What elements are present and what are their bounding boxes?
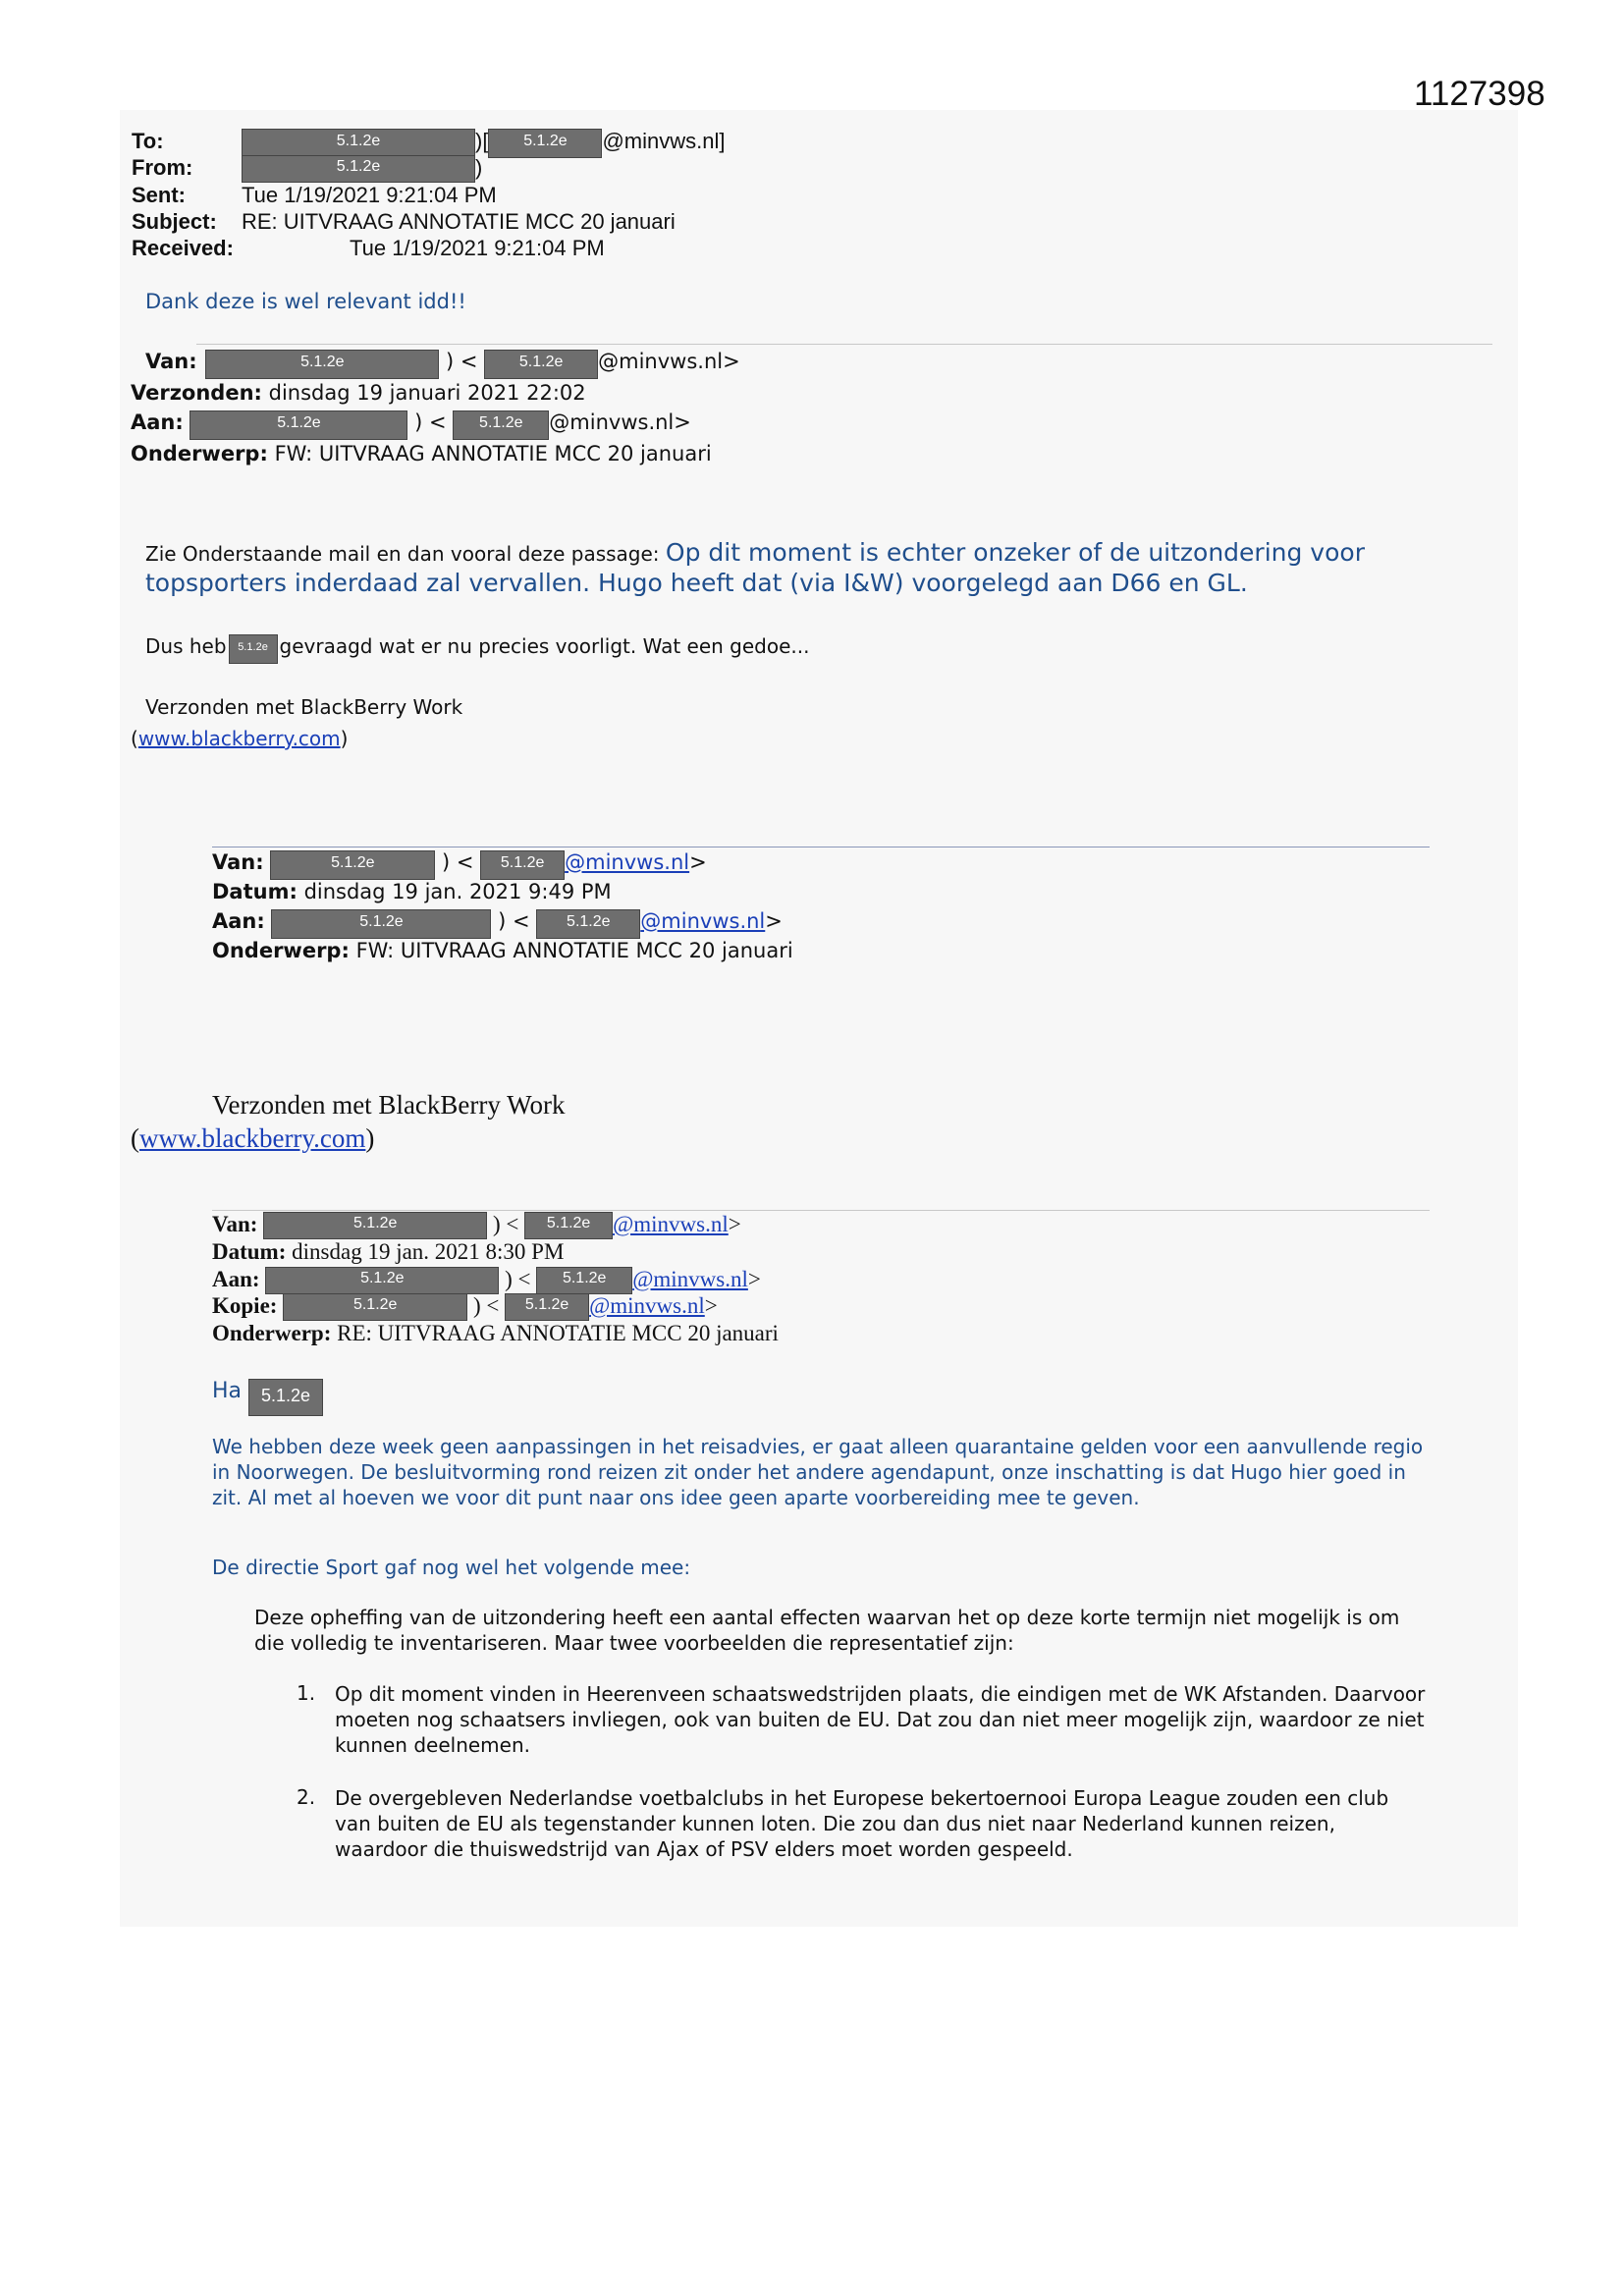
redaction-box: 5.1.2e xyxy=(189,410,407,440)
msg3-onderwerp-value: RE: UITVRAAG ANNOTATIE MCC 20 januari xyxy=(337,1321,779,1345)
redaction-box: 5.1.2e xyxy=(271,909,491,939)
msg1-onderwerp-row xyxy=(131,442,712,465)
redaction-box: 5.1.2e xyxy=(536,1267,632,1294)
msg2-onderwerp-value: FW: UITVRAAG ANNOTATIE MCC 20 januari xyxy=(355,939,793,962)
separator xyxy=(212,1210,1430,1211)
received-value: Tue 1/19/2021 9:21:04 PM xyxy=(350,236,605,260)
document-id: 1127398 xyxy=(1414,75,1545,113)
msg2-van-label: Van: xyxy=(212,850,264,874)
msg2-van-link[interactable]: @minvws.nl xyxy=(565,850,690,874)
paren-open: ( xyxy=(131,1123,139,1153)
msg3-aan-link[interactable]: @minvws.nl xyxy=(632,1267,748,1291)
to-suffix: @minvws.nl] xyxy=(602,129,726,153)
msg1-dus-post: gevraagd wat er nu precies voorligt. Wat een gedoe... xyxy=(279,634,810,658)
msg3-van-row: Van: 5.1.2e ) < 5.1.2e @minvws.nl> xyxy=(212,1212,741,1239)
header-subject-row xyxy=(132,209,676,235)
redaction-box: 5.1.2e xyxy=(505,1293,589,1321)
redaction-box: 5.1.2e xyxy=(265,1267,499,1294)
msg1-aan-row: Aan: 5.1.2e ) < 5.1.2e @minvws.nl> xyxy=(131,410,691,440)
list-number-1: 1. xyxy=(297,1681,316,1705)
header-sent-row xyxy=(132,183,497,208)
subject-label: Subject: xyxy=(132,209,217,234)
from-sep: ) xyxy=(475,155,483,180)
msg3-van-label: Van: xyxy=(212,1212,258,1236)
received-label: Received: xyxy=(132,236,234,260)
msg2-onderwerp-label: Onderwerp: xyxy=(212,939,350,962)
msg1-dus-pre: Dus heb xyxy=(145,634,227,658)
msg3-aan-row: Aan: 5.1.2e ) < 5.1.2e @minvws.nl> xyxy=(212,1267,761,1294)
redaction-box: 5.1.2e xyxy=(488,129,602,158)
msg2-signature: Verzonden met BlackBerry Work xyxy=(212,1090,566,1120)
msg2-datum-row xyxy=(212,880,612,903)
blackberry-link[interactable]: www.blackberry.com xyxy=(139,1123,366,1153)
redaction-box: 5.1.2e xyxy=(229,634,278,664)
msg1-verzonden-value: dinsdag 19 januari 2021 22:02 xyxy=(268,381,586,405)
msg3-datum-value: dinsdag 19 jan. 2021 8:30 PM xyxy=(292,1239,565,1264)
paren-open: ( xyxy=(131,727,138,750)
msg3-paragraph-1: We hebben deze week geen aanpassingen in het reisadvies, er gaat alleen quarantaine gelden voor een aanvullende regio in Noorwegen. De besluitvorming rond reizen zit onder het andere agendapunt, onze inschatting is dat Hugo hier goed in zit. Al met al hoeven we voor dit punt naar ons idee geen aparte voorbereiding mee te geven. xyxy=(212,1435,1424,1509)
redaction-box: 5.1.2e xyxy=(242,129,475,158)
msg1-quote-line2: topsporters inderdaad zal vervallen. Hugo heeft dat (via I&W) voorgelegd aan D66 en GL. xyxy=(145,569,1248,597)
msg1-aan-suffix: @minvws.nl> xyxy=(549,410,691,434)
list-number-2: 2. xyxy=(297,1785,316,1809)
list-item-2: De overgebleven Nederlandse voetbalclubs in het Europese bekertoernooi Europa League zouden een club van buiten de EU als tegenstander kunnen loten. Die zou dan dus niet naar Nederland kunnen reizen, waardoor die thuiswedstrijd van Ajax of PSV elders moet worden gespeeld. xyxy=(335,1786,1389,1861)
redaction-box: 5.1.2e xyxy=(263,1212,487,1239)
msg1-onderwerp-label: Onderwerp: xyxy=(131,442,268,465)
redaction-box: 5.1.2e xyxy=(242,155,475,183)
redaction-box: 5.1.2e xyxy=(205,350,439,379)
blackberry-link[interactable]: www.blackberry.com xyxy=(137,727,341,750)
msg3-datum-row xyxy=(212,1239,564,1265)
msg1-van-suffix: @minvws.nl> xyxy=(598,350,740,373)
subject-value: RE: UITVRAAG ANNOTATIE MCC 20 januari xyxy=(242,209,676,234)
header-received-row xyxy=(132,236,605,261)
msg3-greeting-row xyxy=(212,1379,323,1416)
msg2-datum-value: dinsdag 19 jan. 2021 9:49 PM xyxy=(303,880,612,903)
msg1-dus-line xyxy=(145,634,809,664)
redaction-box: 5.1.2e xyxy=(536,909,640,939)
msg1-van-row: Van: 5.1.2e ) < 5.1.2e @minvws.nl> xyxy=(145,350,740,379)
to-sep: )[ xyxy=(475,129,489,153)
msg3-greeting: Ha xyxy=(212,1379,243,1403)
msg2-aan-label: Aan: xyxy=(212,909,265,933)
msg3-onderwerp-row xyxy=(212,1321,779,1346)
msg2-van-row: Van: 5.1.2e ) < 5.1.2e @minvws.nl> xyxy=(212,850,707,880)
msg3-kopie-label: Kopie: xyxy=(212,1293,278,1318)
paren-close: ) xyxy=(340,727,349,750)
msg3-kopie-link[interactable]: @minvws.nl xyxy=(589,1293,705,1318)
msg2-signature-link-row xyxy=(131,1123,374,1154)
msg3-paragraph-3: Deze opheffing van de uitzondering heeft een aantal effecten waarvan het op deze korte termijn niet mogelijk is om die volledig te inventariseren. Maar twee voorbeelden die representatief zijn: xyxy=(254,1606,1400,1655)
msg3-datum-label: Datum: xyxy=(212,1239,287,1264)
msg3-paragraph-2: De directie Sport gaf nog wel het volgende mee: xyxy=(212,1556,691,1579)
redaction-box: 5.1.2e xyxy=(453,410,549,440)
msg2-aan-link[interactable]: @minvws.nl xyxy=(640,909,766,933)
redaction-box: 5.1.2e xyxy=(524,1212,613,1239)
header-from-row xyxy=(132,155,482,183)
msg3-kopie-row: Kopie: 5.1.2e ) < 5.1.2e @minvws.nl> xyxy=(212,1293,718,1321)
msg2-datum-label: Datum: xyxy=(212,880,298,903)
from-label: From: xyxy=(132,155,193,180)
msg3-van-link[interactable]: @minvws.nl xyxy=(613,1212,729,1236)
redaction-box: 5.1.2e xyxy=(248,1379,323,1416)
msg1-intro: Zie Onderstaande mail en dan vooral deze passage: xyxy=(145,542,660,566)
msg1-verzonden-row xyxy=(131,381,586,405)
msg1-quote-line1: Op dit moment is echter onzeker of de uitzondering voor xyxy=(665,538,1365,567)
paren-close: ) xyxy=(365,1123,375,1153)
msg1-aan-label: Aan: xyxy=(131,410,184,434)
msg1-signature: Verzonden met BlackBerry Work xyxy=(145,695,463,719)
header-to-row xyxy=(132,129,725,158)
sent-value: Tue 1/19/2021 9:21:04 PM xyxy=(242,183,497,207)
reply-body: Dank deze is wel relevant idd!! xyxy=(145,290,466,313)
redaction-box: 5.1.2e xyxy=(270,850,435,880)
msg3-onderwerp-label: Onderwerp: xyxy=(212,1321,332,1345)
redaction-box: 5.1.2e xyxy=(283,1293,467,1321)
msg1-van-label: Van: xyxy=(145,350,197,373)
msg3-aan-label: Aan: xyxy=(212,1267,260,1291)
sent-label: Sent: xyxy=(132,183,186,207)
redaction-box: 5.1.2e xyxy=(480,850,565,880)
msg1-onderwerp-value: FW: UITVRAAG ANNOTATIE MCC 20 januari xyxy=(274,442,712,465)
msg1-signature-link-row xyxy=(131,727,348,750)
separator xyxy=(196,344,1492,345)
msg1-intro-line xyxy=(145,538,1365,567)
msg1-verzonden-label: Verzonden: xyxy=(131,381,262,405)
msg2-aan-row: Aan: 5.1.2e ) < 5.1.2e @minvws.nl> xyxy=(212,909,783,939)
redaction-box: 5.1.2e xyxy=(484,350,598,379)
msg2-onderwerp-row xyxy=(212,939,793,962)
to-label: To: xyxy=(132,129,164,153)
list-item-1: Op dit moment vinden in Heerenveen schaatswedstrijden plaats, die eindigen met de WK Afstanden. Daarvoor moeten nog schaatsers invliegen, ook van buiten de EU. Dat zou dan niet meer mogelijk zijn, waardoor ze niet kunnen deelnemen. xyxy=(335,1682,1426,1757)
